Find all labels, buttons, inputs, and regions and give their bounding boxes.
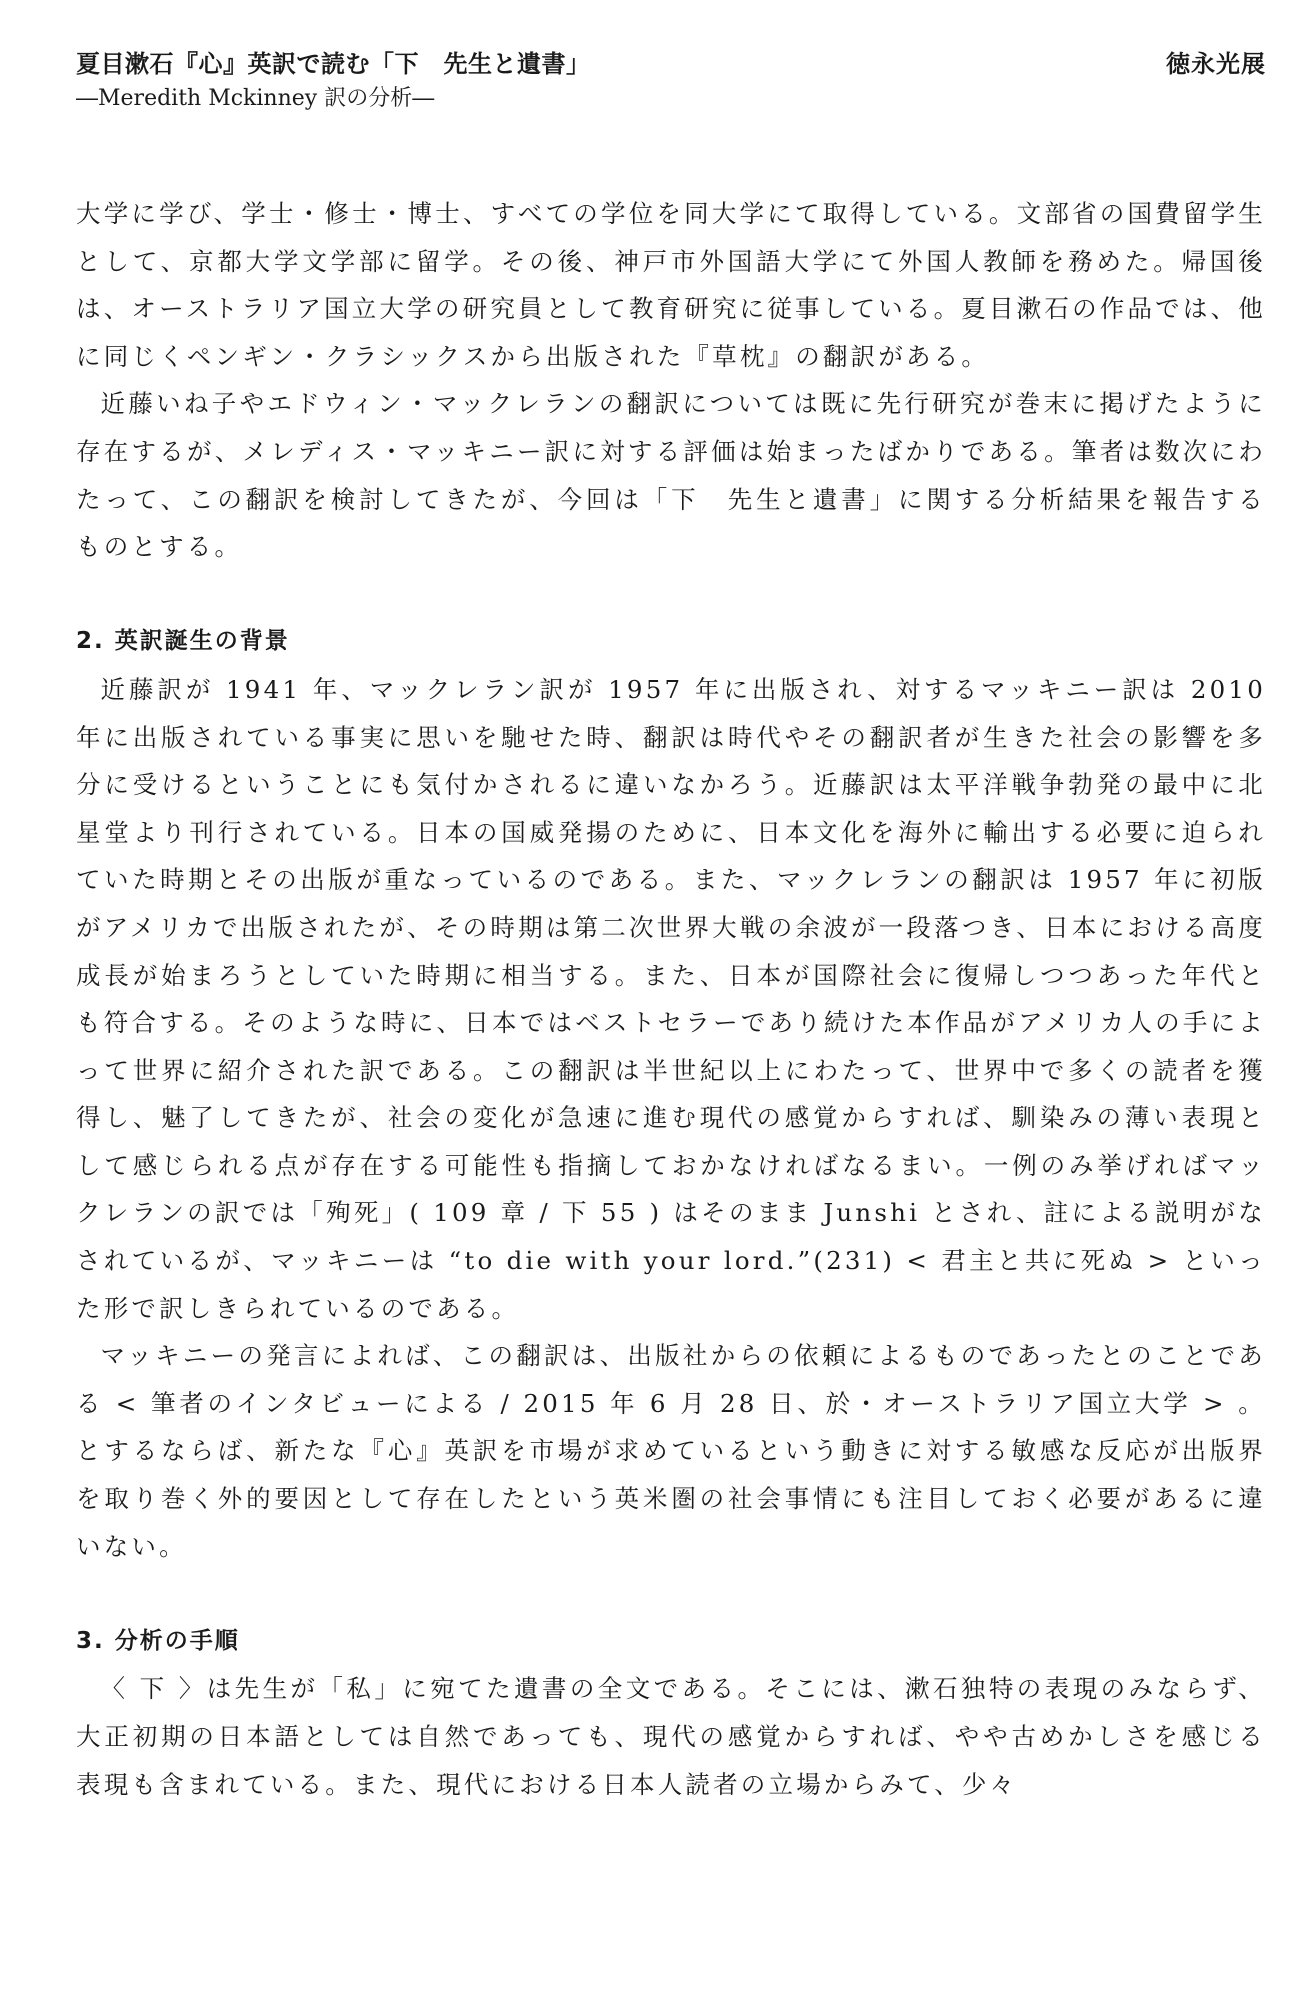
section-3-heading: 3. 分析の手順 [76, 1627, 240, 1654]
paper-author: 徳永光展 [1166, 50, 1266, 78]
paper-page [76, 46, 1266, 1799]
paper-subtitle: ―Meredith Mckinney 訳の分析― [76, 86, 435, 111]
paper-title: 夏目漱石『心』英訳で読む「下 先生と遺書」 [76, 50, 591, 78]
paper-body [76, 190, 1266, 1808]
section-3-paragraph-1: 〈 下 〉は先生が「私」に宛てた遺書の全文である。そこには、漱石独特の表現のみならず、大正初期の日本語としては自然であっても、現代の感覚からすれば、やや古めかしさを感じる表現も含まれている。また、現代における日本人読者の立場からみて、少々 [76, 1674, 1266, 1799]
section-2-paragraph-2: マッキニーの発言によれば、この翻訳は、出版社からの依頼によるものであったとのことである < 筆者のインタビューによる / 2015 年 6 月 28 日、於・オーストラリア国立大学 > 。とするならば、新たな『心』英訳を市場が求めているという動きに対する敏感な反応が出版界を取り巻く外的要因として存在したという英米圏の社会事情にも注目しておく必要があるに違いない。 [76, 1341, 1266, 1561]
intro-paragraph-1: 大学に学び、学士・修士・博士、すべての学位を同大学にて取得している。文部省の国費留学生として、京都大学文学部に留学。その後、神戸市外国語大学にて外国人教師を務めた。帰国後は、オーストラリア国立大学の研究員として教育研究に従事している。夏目漱石の作品では、他に同じくペンギン・クラシックスから出版された『草枕』の翻訳がある。 [76, 199, 1266, 371]
section-spacer [76, 571, 1266, 619]
section-2-paragraph-1: 近藤訳が 1941 年、マックレラン訳が 1957 年に出版され、対するマッキニー訳は 2010 年に出版されている事実に思いを馳せた時、翻訳は時代やその翻訳者が生きた社会の影響を多分に受けるということにも気付かされるに違いなかろう。近藤訳は太平洋戦争勃発の最中に北星堂より刊行されている。日本の国威発揚のために、日本文化を海外に輸出する必要に迫られていた時期とその出版が重なっているのである。また、マックレランの翻訳は 1957 年に初版がアメリカで出版されたが、その時期は第二次世界大戦の余波が一段落つき、日本における高度成長が始まろうとしていた時期に相当する。また、日本が国際社会に復帰しつつあった年代とも符合する。そのような時に、日本ではベストセラーであり続けた本作品がアメリカ人の手によって世界に紹介された訳である。この翻訳は半世紀以上にわたって、世界中で多くの読者を獲得し、魅了してきたが、社会の変化が急速に進む現代の感覚からすれば、馴染みの薄い表現として感じられる点が存在する可能性も指摘しておかなければなるまい。一例のみ挙げればマックレランの訳では「殉死」( 109 章 / 下 55 ) はそのまま Junshi とされ、註による説明がなされているが、マッキニーは “to die with your lord.”(231) < 君主と共に死ぬ > といった形で訳しきられているのである。 [76, 674, 1266, 1323]
section-2-heading: 2. 英訳誕生の背景 [76, 628, 290, 655]
paper-header [76, 46, 1266, 126]
section-spacer [76, 1570, 1266, 1618]
intro-paragraph-2: 近藤いね子やエドウィン・マックレランの翻訳については既に先行研究が巻末に掲げたように存在するが、メレディス・マッキニー訳に対する評価は始まったばかりである。筆者は数次にわたって、この翻訳を検討してきたが、今回は「下 先生と遺書」に関する分析結果を報告するものとする。 [76, 389, 1266, 562]
